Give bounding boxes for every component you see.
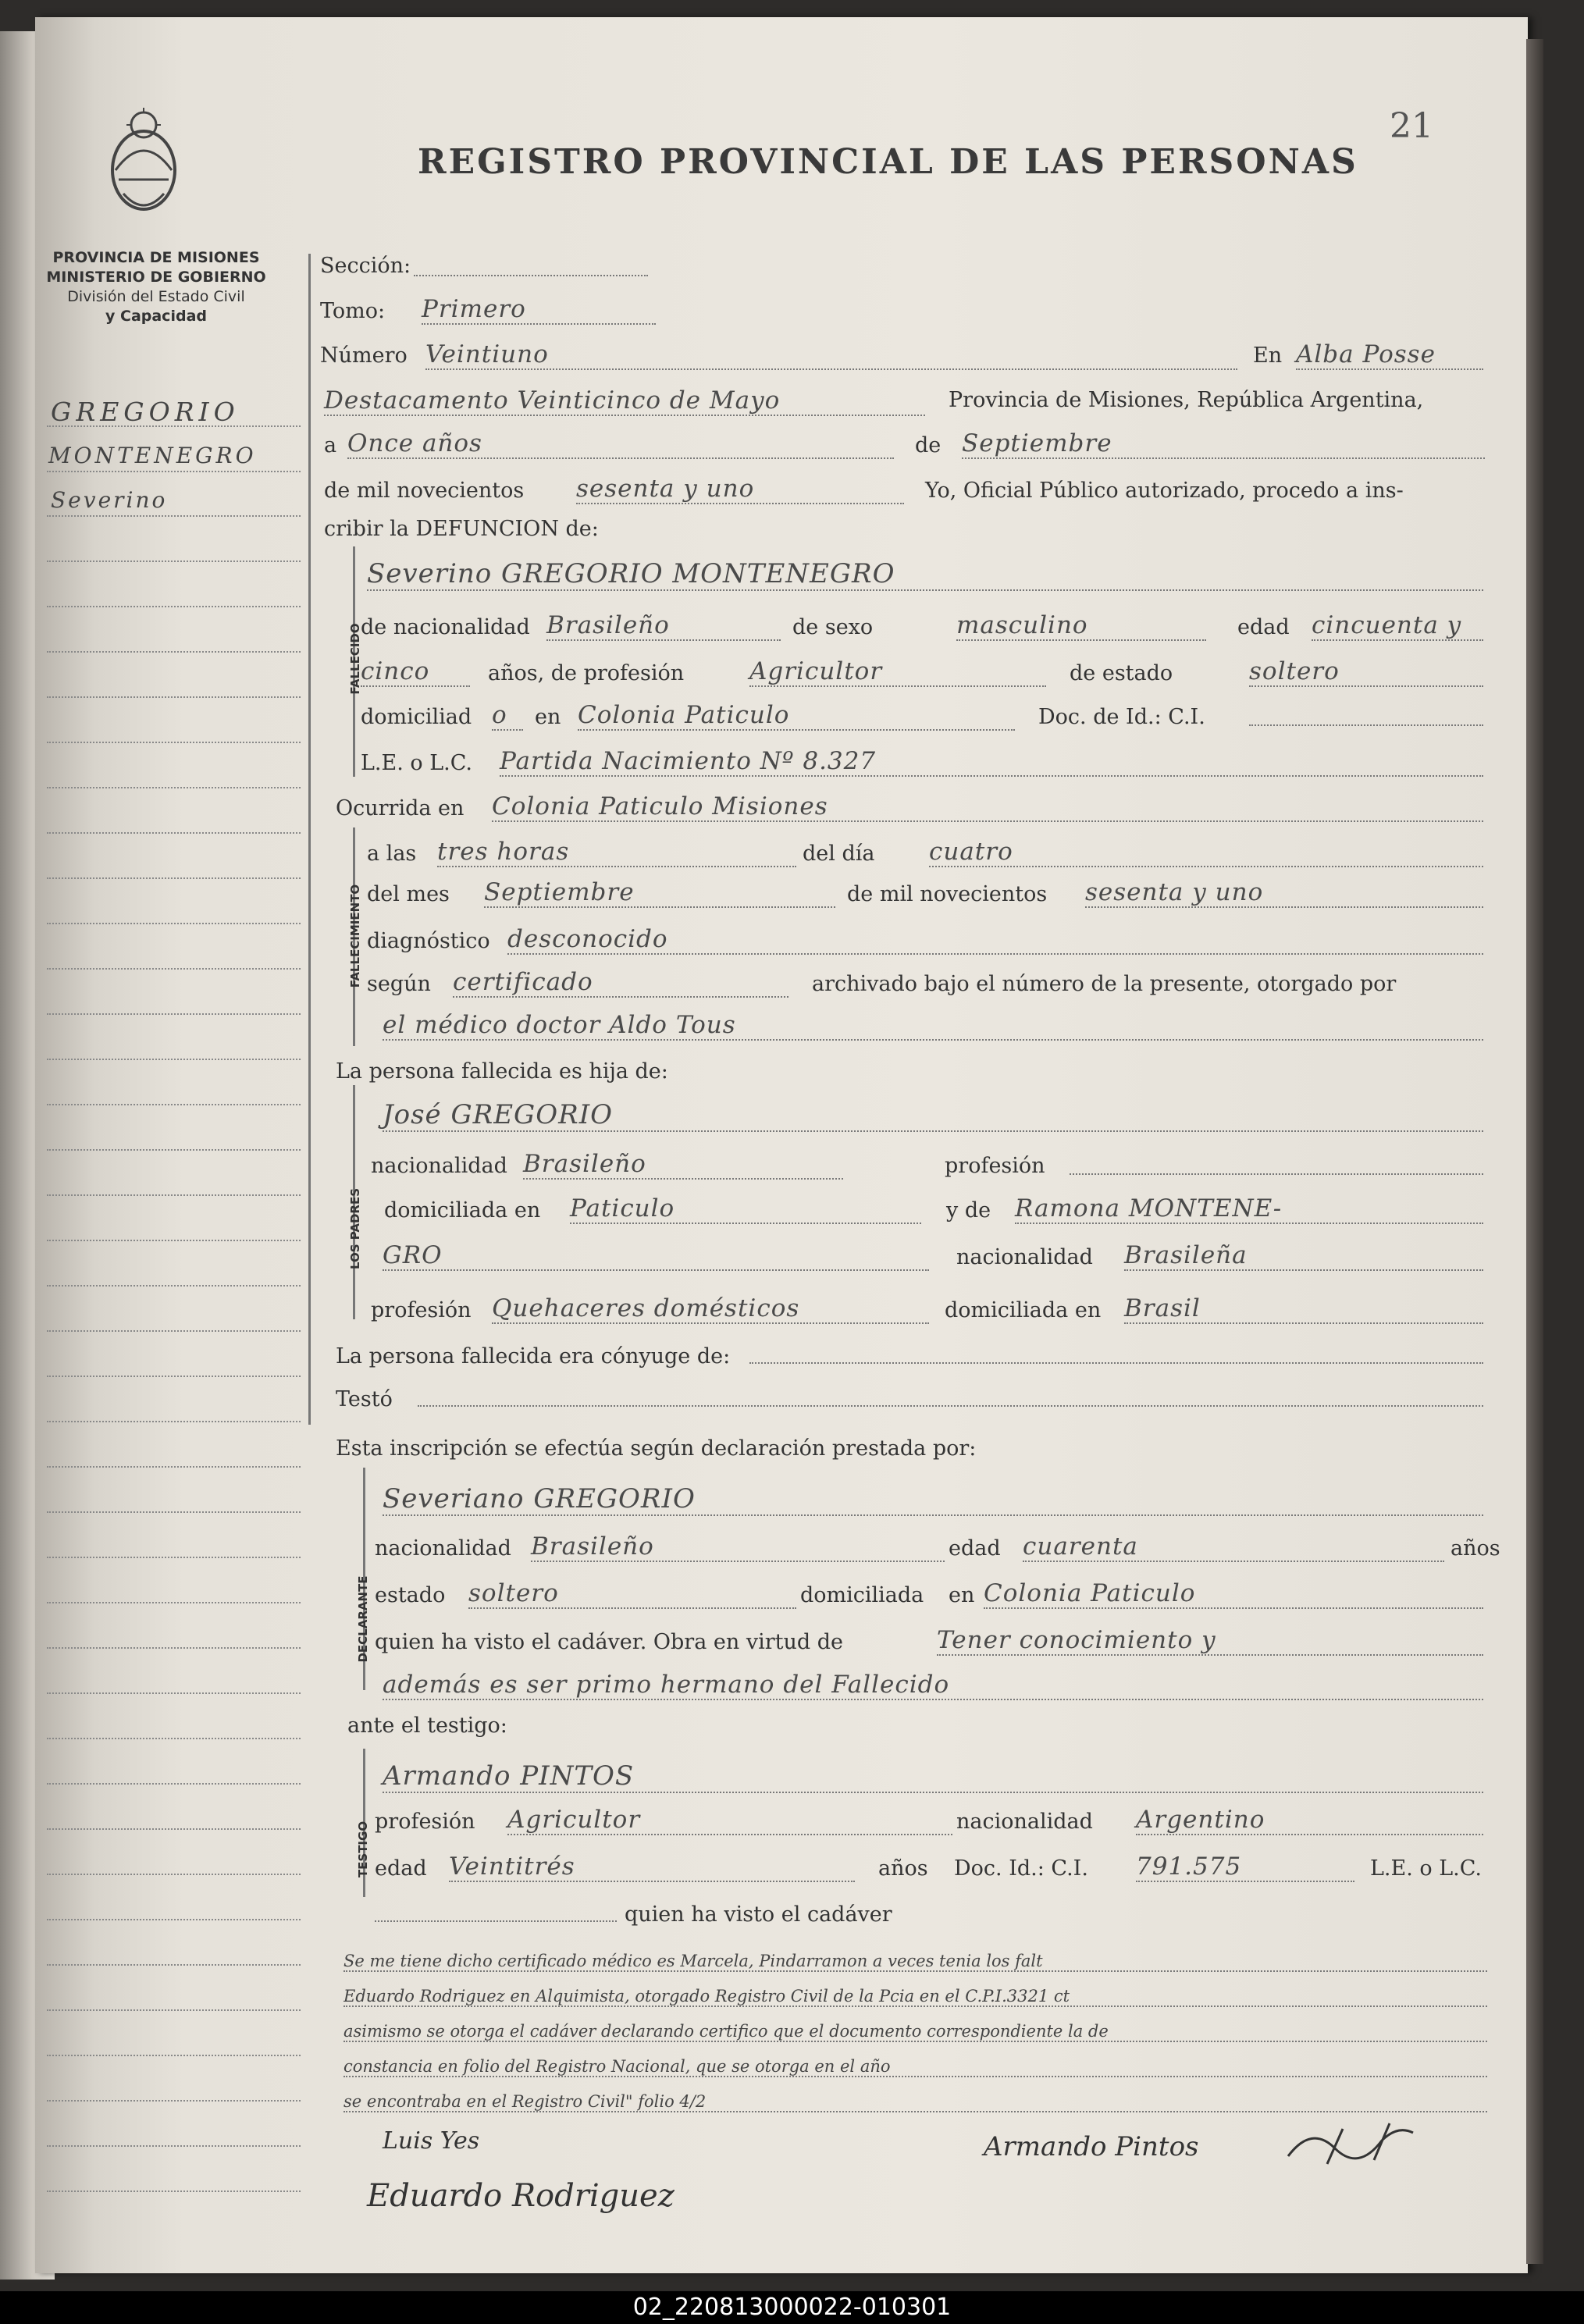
test-prof-value: Agricultor: [507, 1806, 952, 1835]
doc-id-label: Doc. de Id.: C.I.: [1038, 705, 1205, 729]
test-ci-value: 791.575: [1136, 1852, 1354, 1882]
madre-dom-value: Brasil: [1124, 1294, 1483, 1324]
mes-value: Septiembre: [962, 429, 1485, 459]
domicilio-value: Colonia Paticulo: [578, 701, 1015, 731]
obra-value: Tener conocimiento y: [937, 1626, 1483, 1656]
tomo-value: Primero: [422, 295, 656, 325]
test-doc-label: Doc. Id.: C.I.: [954, 1856, 1088, 1881]
edad-label: edad: [1237, 615, 1290, 639]
left-header-line: MINISTERIO DE GOBIERNO: [46, 269, 266, 286]
domiciliad-suffix: o: [492, 701, 523, 731]
test-le-label: L.E. o L.C.: [1370, 1856, 1483, 1881]
left-header-line: PROVINCIA DE MISIONES: [52, 249, 260, 266]
de-label: de: [915, 433, 942, 457]
dia-f-value: cuatro: [929, 838, 1483, 867]
note-line: Se me tiene dicho certificado médico es Marcela, Pindarramon a veces tenia los falt: [343, 1952, 1487, 1972]
page-title: REGISTRO PROVINCIAL DE LAS PERSONAS: [418, 142, 1358, 182]
note-line: asimismo se otorga el cadáver declarando certifico que el documento correspondiente la de: [343, 2022, 1487, 2042]
ocurrida-value: Colonia Paticulo Misiones: [492, 792, 1483, 822]
signature-official: Luis Yes: [383, 2127, 480, 2155]
test-nac-label: nacionalidad: [956, 1810, 1093, 1834]
padre-dom-value: Paticulo: [570, 1194, 921, 1224]
le-value: Partida Nacimiento Nº 8.327: [500, 747, 1483, 777]
decl-estado-label: estado: [375, 1583, 446, 1607]
test-edad-value: Veintitrés: [449, 1852, 855, 1882]
le-lc-label: L.E. o L.C.: [361, 751, 473, 775]
section-declarante: DECLARANTE: [356, 1575, 370, 1663]
en-label: En: [1253, 343, 1283, 368]
edad-value: cincuenta y: [1312, 611, 1483, 641]
section-padres: LOS PADRES: [348, 1187, 362, 1270]
segun-label: según: [367, 972, 431, 996]
anio-value: sesenta y uno: [576, 475, 904, 504]
hora-value: tres horas: [437, 838, 796, 867]
deceased-name: Severino GREGORIO MONTENEGRO: [367, 558, 1483, 591]
mother-name2: GRO: [383, 1241, 929, 1271]
father-name: José GREGORIO: [383, 1099, 1483, 1132]
coat-of-arms-seal: [100, 108, 187, 225]
en-dom-label: en: [535, 705, 561, 729]
doc-id-line: [1249, 724, 1483, 726]
decl-edad-label: edad: [949, 1536, 1001, 1561]
en-value: Alba Posse: [1296, 340, 1483, 370]
otorgado-value: el médico doctor Aldo Tous: [383, 1011, 1483, 1041]
madre-prof-value: Quehaceres domésticos: [492, 1294, 929, 1324]
testo-line: [418, 1405, 1483, 1407]
declarant-name: Severiano GREGORIO: [383, 1483, 1483, 1516]
decl-nac-label: nacionalidad: [375, 1536, 511, 1561]
decl-anos-label: años: [1451, 1536, 1500, 1561]
section-fallecimiento: FALLECIMIENTO: [348, 884, 362, 988]
y-de-label: y de: [946, 1198, 991, 1223]
provincia-label: Provincia de Misiones, República Argentina,: [949, 388, 1424, 412]
decl-edad-value: cuarenta: [1023, 1532, 1444, 1562]
ante-testigo-label: ante el testigo:: [347, 1714, 507, 1738]
yo-oficial-label: Yo, Oficial Público autorizado, procedo a ins-: [925, 479, 1404, 503]
note-line: Eduardo Rodriguez en Alquimista, otorgado Registro Civil de la Pcia en el C.P.I.3321 ct: [343, 1987, 1487, 2007]
declaracion-label: Esta inscripción se efectúa según declaración prestada por:: [336, 1436, 977, 1461]
note-line: se encontraba en el Registro Civil" folio 4/2: [343, 2092, 1487, 2112]
padre-dom-label: domiciliada en: [384, 1198, 541, 1223]
section-testigo: TESTIGO: [356, 1820, 370, 1878]
lugar-value: Destacamento Veinticinco de Mayo: [324, 386, 925, 416]
mes-f-value: Septiembre: [484, 878, 835, 908]
witness-name: Armando PINTOS: [383, 1760, 1483, 1793]
de-nacionalidad-label: de nacionalidad: [361, 615, 530, 639]
conyuge-line: [749, 1362, 1483, 1364]
decl-dom-value: Colonia Paticulo: [984, 1579, 1483, 1609]
left-header-line: y Capacidad: [105, 308, 207, 325]
madre-prof-label: profesión: [371, 1298, 472, 1322]
ocurrida-label: Ocurrida en: [336, 796, 465, 820]
archivado-label: archivado bajo el número de la presente, otorgado por: [812, 972, 1397, 996]
decl-en-label: en: [949, 1583, 975, 1607]
sexo-value: masculino: [956, 611, 1206, 641]
padre-nac-label: nacionalidad: [371, 1154, 507, 1178]
nacionalidad-value: Brasileño: [546, 611, 781, 641]
diagnostico-label: diagnóstico: [367, 929, 490, 953]
note-line: constancia en folio del Registro Nacional, que se otorga en el año: [343, 2057, 1487, 2077]
margin-surname2: MONTENEGRO: [48, 443, 257, 468]
decl-estado-value: soltero: [468, 1579, 796, 1609]
decl-dom-label: domiciliada: [800, 1583, 924, 1607]
madre-dom-label: domiciliada en: [945, 1298, 1102, 1322]
quien-visto2-line: [375, 1920, 617, 1922]
padre-prof-line: [1070, 1173, 1483, 1175]
a-las-label: a las: [367, 842, 417, 866]
signature-scribble: [1280, 2117, 1421, 2172]
del-dia-label: del día: [803, 842, 875, 866]
estado-value: soltero: [1249, 657, 1483, 687]
seccion-line: [414, 275, 648, 276]
tomo-label: Tomo:: [320, 299, 386, 323]
anio-f-value: sesenta y uno: [1085, 878, 1483, 908]
obra-value2: además es ser primo hermano del Fallecido: [383, 1671, 1483, 1700]
book-edge: [1526, 39, 1543, 2264]
de-estado-label: de estado: [1070, 661, 1173, 685]
diagnostico-value: desconocido: [507, 925, 1483, 955]
sexo-label: de sexo: [792, 615, 874, 639]
numero-value: Veintiuno: [425, 340, 1237, 370]
mother-name: Ramona MONTENE-: [1015, 1194, 1483, 1224]
margin-divider: [308, 254, 311, 1425]
madre-nac-label: nacionalidad: [956, 1245, 1093, 1269]
test-prof-label: profesión: [375, 1810, 475, 1834]
left-header: [23, 248, 289, 326]
madre-nac-value: Brasileña: [1124, 1241, 1483, 1271]
section-fallecido: FALLECIDO: [348, 623, 362, 695]
domiciliad-label: domiciliad: [361, 705, 472, 729]
segun-value: certificado: [453, 968, 788, 998]
quien-visto-label: quien ha visto el cadáver. Obra en virtud de: [375, 1630, 844, 1654]
left-header-line: División del Estado Civil: [67, 288, 245, 305]
dia-value: Once años: [347, 429, 894, 459]
margin-given-name: Severino: [51, 487, 168, 513]
conyuge-label: La persona fallecida era cónyuge de:: [336, 1344, 731, 1368]
test-nac-value: Argentino: [1136, 1806, 1483, 1835]
cribir-label: cribir la DEFUNCION de:: [324, 517, 599, 541]
de-mil-label: de mil novecientos: [324, 479, 525, 503]
del-mes-label: del mes: [367, 882, 450, 906]
de-mil-nov-label: de mil novecientos: [847, 882, 1048, 906]
a-label: a: [324, 433, 337, 457]
decl-nac-value: Brasileño: [531, 1532, 945, 1562]
signature-declarant: Eduardo Rodriguez: [367, 2178, 675, 2214]
test-edad-label: edad: [375, 1856, 427, 1881]
signature-witness: Armando Pintos: [984, 2131, 1199, 2162]
padre-prof-label: profesión: [945, 1154, 1045, 1178]
folio-number: 21: [1390, 106, 1433, 146]
image-id-caption: 02_220813000022-010301: [0, 2291, 1584, 2324]
testo-label: Testó: [336, 1387, 393, 1411]
seccion-label: Sección:: [320, 254, 411, 278]
margin-surname: GREGORIO: [51, 397, 240, 427]
test-anos-label: años: [878, 1856, 928, 1881]
padre-nac-value: Brasileño: [523, 1150, 843, 1180]
numero-label: Número: [320, 343, 408, 368]
quien-visto2-label: quien ha visto el cadáver: [625, 1902, 892, 1927]
edad-value2: cinco: [361, 657, 470, 687]
profesion-value: Agricultor: [749, 657, 1046, 687]
anos-prof-label: años, de profesión: [488, 661, 685, 685]
hija-de-label: La persona fallecida es hija de:: [336, 1059, 668, 1084]
